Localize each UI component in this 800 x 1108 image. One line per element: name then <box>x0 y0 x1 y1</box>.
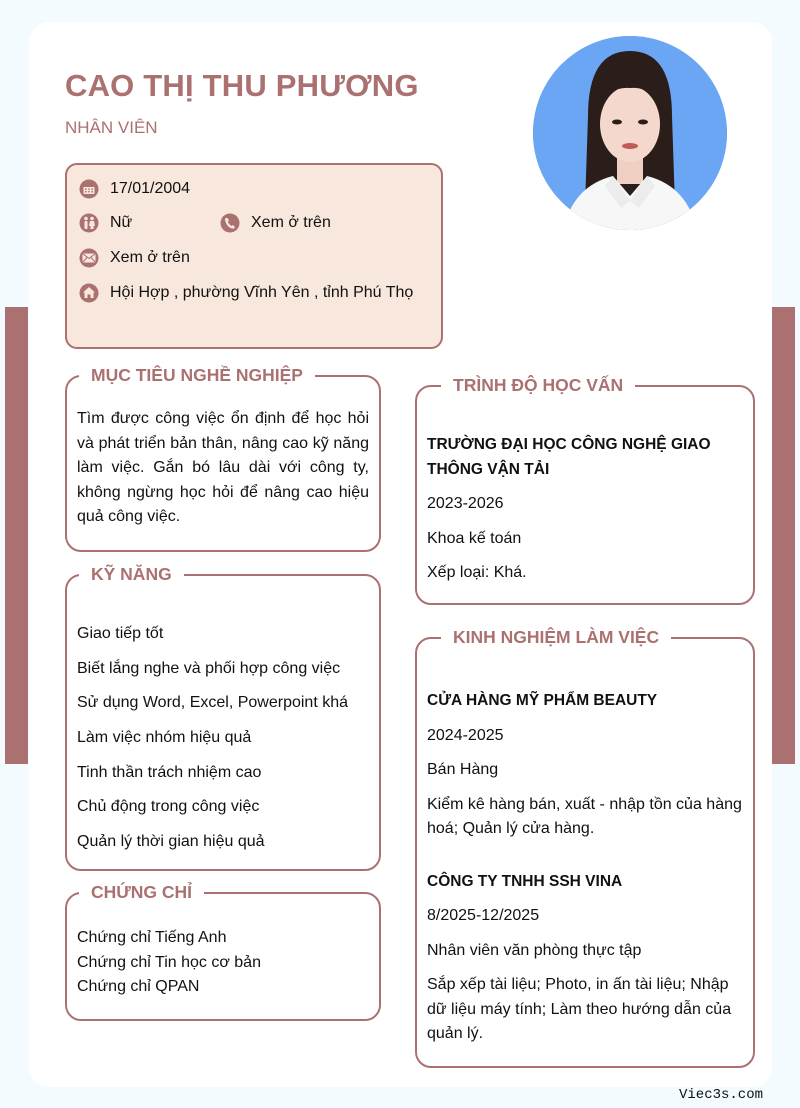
right-decorative-band <box>772 307 795 764</box>
experience-title: KINH NGHIỆM LÀM VIỆC <box>441 626 671 648</box>
job-position: Bán Hàng <box>427 761 499 778</box>
job-entry <box>427 689 743 842</box>
skills-title: KỸ NĂNG <box>79 563 184 585</box>
phone-icon <box>220 213 240 233</box>
education-major: Khoa kế toán <box>427 529 522 547</box>
email-row <box>79 248 190 270</box>
certificates-title: CHỨNG CHỈ <box>79 881 204 903</box>
home-icon <box>79 283 99 303</box>
job-period: 2024-2025 <box>427 726 504 744</box>
gender-value: Nữ <box>110 214 133 231</box>
skill-item: Sử dụng Word, Excel, Powerpoint khá <box>77 694 348 712</box>
calendar-icon <box>79 179 99 199</box>
gender-icon <box>79 213 99 233</box>
phone-value: Xem ở trên <box>251 214 331 231</box>
candidate-name: CAO THỊ THU PHƯƠNG <box>65 68 419 103</box>
certificate-item: Chứng chỉ Tin học cơ bản <box>77 953 261 971</box>
certificate-item: Chứng chỉ QPAN <box>77 978 200 995</box>
watermark: Viec3s.com <box>678 1087 763 1103</box>
job-company: CỬA HÀNG MỸ PHẨM BEAUTY <box>427 692 658 709</box>
job-company: CÔNG TY TNHH SSH VINA <box>427 872 623 890</box>
education-title: TRÌNH ĐỘ HỌC VẤN <box>441 374 635 396</box>
email-value: Xem ở trên <box>110 249 190 266</box>
education-period: 2023-2026 <box>427 495 504 512</box>
profile-photo <box>533 36 727 230</box>
skill-item: Tinh thần trách nhiệm cao <box>77 763 262 781</box>
certificates-list <box>77 926 369 1000</box>
skill-item: Chủ động trong công việc <box>77 798 260 816</box>
skills-section <box>65 564 381 871</box>
portrait-illustration <box>533 36 727 230</box>
education-grade: Xếp loại: Khá. <box>427 564 527 581</box>
objective-text: Tìm được công việc ổn định để học hỏi và phát triển bản thân, nâng cao kỹ năng làm việc. Gắn bó lâu dài với công ty, không ngừng học hỏi để nâng cao hiệu quả công việc. <box>77 410 369 525</box>
gender-row <box>79 213 132 235</box>
job-entry <box>427 870 743 1047</box>
left-decorative-band <box>5 307 28 764</box>
skill-item: Làm việc nhóm hiệu quả <box>77 729 252 747</box>
objective-title: MỤC TIÊU NGHỀ NGHIỆP <box>79 364 315 386</box>
birthday-value: 17/01/2004 <box>110 180 191 197</box>
skill-item: Biết lắng nghe và phối hợp công việc <box>77 659 341 677</box>
education-section <box>415 375 755 605</box>
skills-list <box>77 622 369 865</box>
address-row <box>79 283 419 305</box>
experience-body <box>427 689 743 1047</box>
job-period: 8/2025-12/2025 <box>427 907 540 924</box>
contact-info-box <box>65 163 443 349</box>
birthday-row <box>79 179 190 201</box>
certificate-item: Chứng chỉ Tiếng Anh <box>77 929 227 946</box>
job-description: Kiểm kê hàng bán, xuất - nhập tồn của hàng hoá; Quản lý cửa hàng. <box>427 795 742 837</box>
job-position: Nhân viên văn phòng thực tập <box>427 941 642 959</box>
objective-section <box>65 365 381 552</box>
school-name: TRƯỜNG ĐẠI HỌC CÔNG NGHỆ GIAO THÔNG VẬN TẢI <box>427 436 711 478</box>
experience-section <box>415 627 755 1068</box>
skill-item: Giao tiếp tốt <box>77 625 164 642</box>
address-value: Hội Hợp , phường Vĩnh Yên , tỉnh Phú Thọ <box>110 284 414 301</box>
phone-row <box>220 213 331 235</box>
certificates-section <box>65 882 381 1021</box>
envelope-icon <box>79 248 99 268</box>
candidate-role: NHÂN VIÊN <box>65 118 158 137</box>
education-body <box>427 433 743 586</box>
job-description: Sắp xếp tài liệu; Photo, in ấn tài liệu; Nhập dữ liệu máy tính; Làm theo hướng dẫn của quản lý. <box>427 976 732 1042</box>
skill-item: Quản lý thời gian hiệu quả <box>77 833 265 851</box>
